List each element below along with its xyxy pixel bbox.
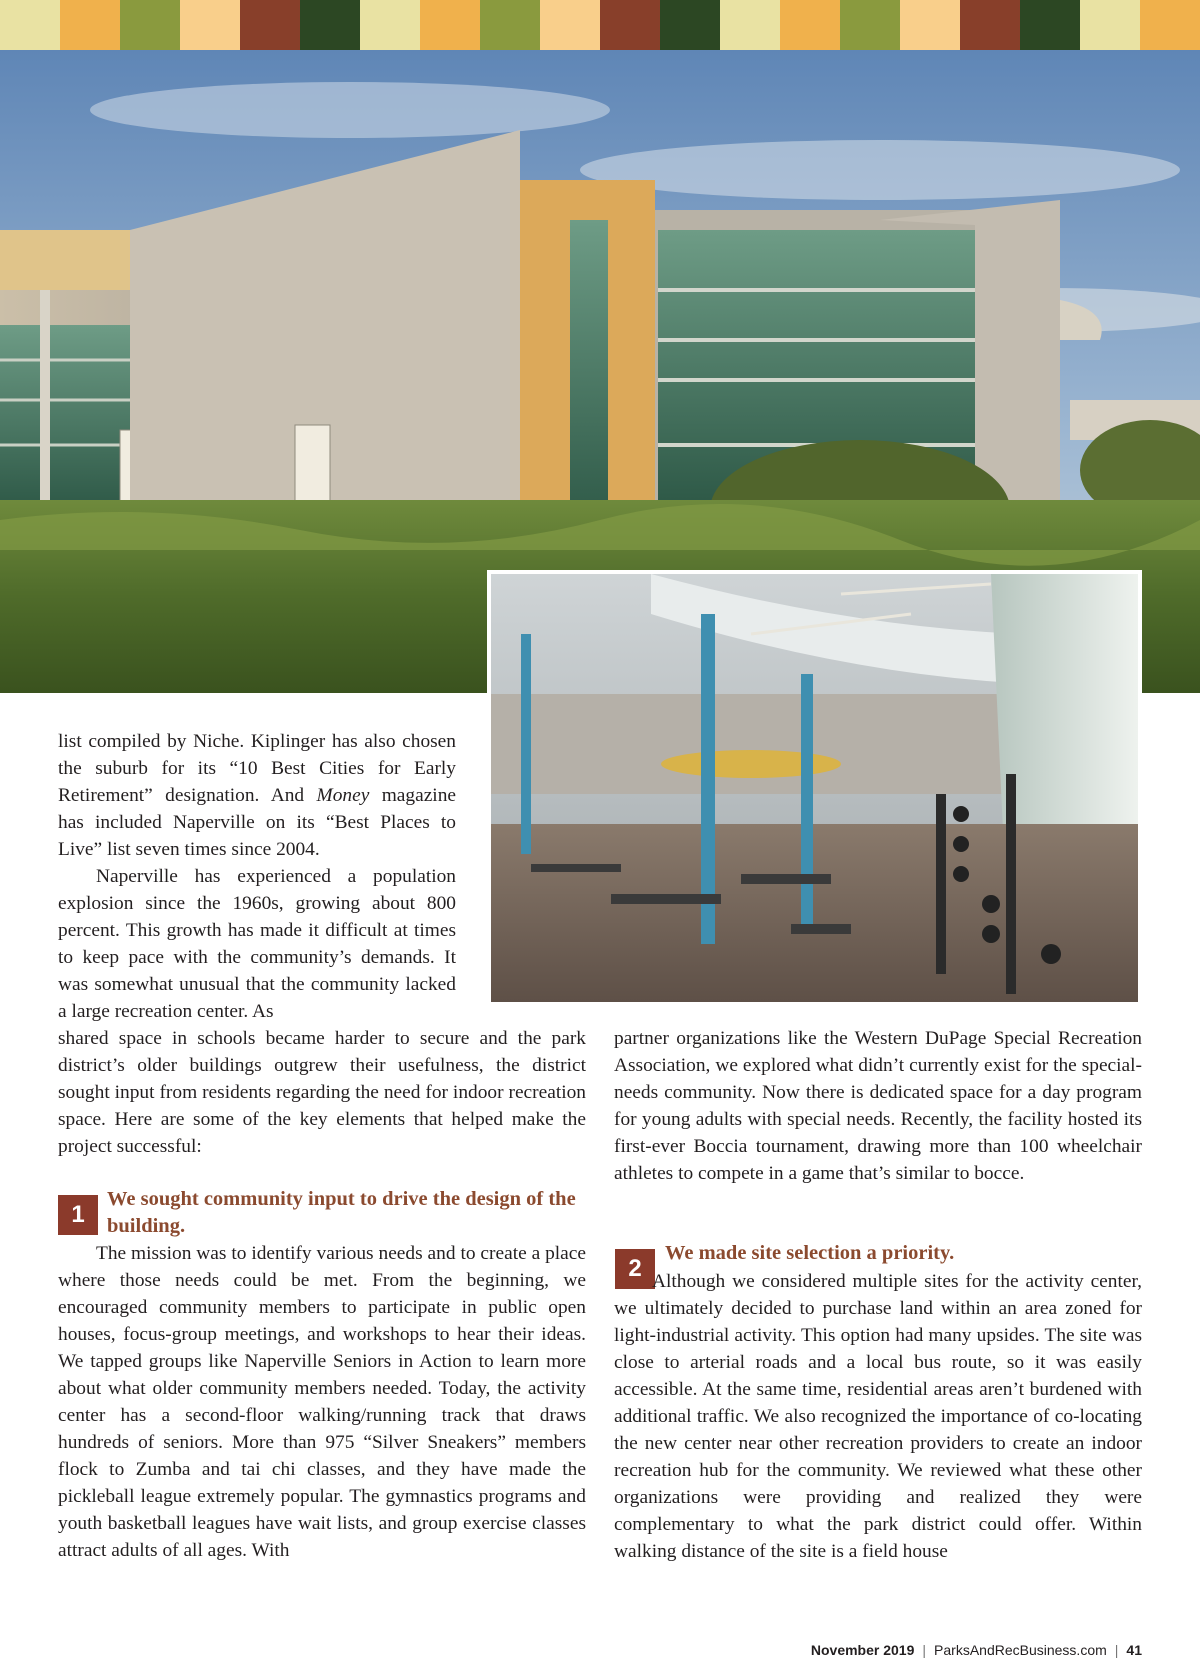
- stripe-square: [180, 0, 240, 50]
- section-heading: We sought community input to drive the design of the building.: [107, 1188, 576, 1237]
- intro-text: list compiled by Niche. Kiplinger has also chosen the suburb for its “10 Best Cities for Early Retirement” designation. And: [58, 731, 456, 806]
- stripe-square: [120, 0, 180, 50]
- stripe-square: [600, 0, 660, 50]
- stripe-square: [660, 0, 720, 50]
- section-one-paragraph: The mission was to identify various needs and to create a place where those needs could be met. From the beginning, we encouraged community members to participate in public open houses, focus-group meetings, and workshops to hear their ideas. We tapped groups like Naperville Seniors in Action to learn more about what older community members needed. Today, the activity center has a second-floor walking/running track that draws hundreds of seniors. More than 975 “Silver Sneakers” members flock to Zumba and tai chi classes, and they have made the pickleball league extremely popular. The gymnastics programs and youth basketball leagues have wait lists, and group exercise classes attract adults of all ages. With: [58, 1243, 586, 1561]
- magazine-title: Money: [316, 785, 370, 806]
- stripe-square: [900, 0, 960, 50]
- population-paragraph: Naperville has experienced a population explosion since the 1960s, growing about 800 percent. This growth has made it difficult at times to keep pace with the community’s demands. It was somewhat unusual that the community lacked a large recreation center. As: [58, 866, 456, 1022]
- stripe-square: [960, 0, 1020, 50]
- stripe-square: [540, 0, 600, 50]
- section-number-badge: 2: [615, 1249, 655, 1289]
- website-name: ParksAndRecBusiness.com: [934, 1642, 1107, 1658]
- section-number-badge: 1: [58, 1195, 98, 1235]
- decorative-color-stripe: [0, 0, 1200, 50]
- page-number: 41: [1126, 1642, 1142, 1658]
- right-column-continued: [614, 1025, 1142, 1187]
- stripe-square: [60, 0, 120, 50]
- footer-separator: |: [1114, 1642, 1119, 1658]
- stripe-square: [780, 0, 840, 50]
- population-paragraph-end: shared space in schools became harder to secure and the park district’s older buildings outgrew their usefulness, the district sought input from residents regarding the need for indoor recreation space. Here are some of the key elements that helped make the project successful:: [58, 1028, 586, 1157]
- page-footer: [700, 1642, 1142, 1658]
- stripe-square: [240, 0, 300, 50]
- population-paragraph-continued: [58, 1025, 586, 1160]
- site-selection-paragraph: Although we considered multiple sites for the activity center, we ultimately decided to purchase land within an area zoned for light-industrial activity. This option had many upsides. The site was close to arterial roads and a local bus route, so it was easily accessible. At the same time, residential areas aren’t burdened with additional traffic. We also recognized the importance of co-locating the new center near other recreation providers to create an indoor recreation hub for the community. We reviewed what these other organizations were providing and realized they were complementary to what the park district could offer. Within walking distance of the site is a field house: [614, 1271, 1142, 1562]
- footer-separator: |: [922, 1642, 927, 1658]
- intro-text-end: magazine has included Naperville on its “Best Places to Live” list seven times since 2004.: [58, 785, 457, 860]
- stripe-square: [1020, 0, 1080, 50]
- stripe-square: [360, 0, 420, 50]
- section-heading: We made site selection a priority.: [665, 1242, 955, 1264]
- issue-date: November 2019: [810, 1642, 915, 1658]
- partner-organizations-paragraph: partner organizations like the Western DuPage Special Recreation Association, we explored what didn’t currently exist for the special-needs community. Now there is dedicated space for a day program for young adults with special needs. Recently, the facility hosted its first-ever Boccia tournament, drawing more than 100 wheelchair athletes to compete in a game that’s similar to bocce.: [614, 1028, 1142, 1184]
- section-body: [58, 1240, 586, 1564]
- stripe-square: [300, 0, 360, 50]
- stripe-square: [720, 0, 780, 50]
- stripe-square: [1140, 0, 1200, 50]
- stripe-square: [420, 0, 480, 50]
- intro-paragraph: [58, 728, 456, 863]
- stripe-square: [0, 0, 60, 50]
- fitness-room-photo: [487, 570, 1142, 1006]
- stripe-square: [480, 0, 540, 50]
- stripe-square: [840, 0, 900, 50]
- section-body: [614, 1268, 1142, 1565]
- article-intro-column: [58, 728, 456, 1025]
- stripe-square: [1080, 0, 1140, 50]
